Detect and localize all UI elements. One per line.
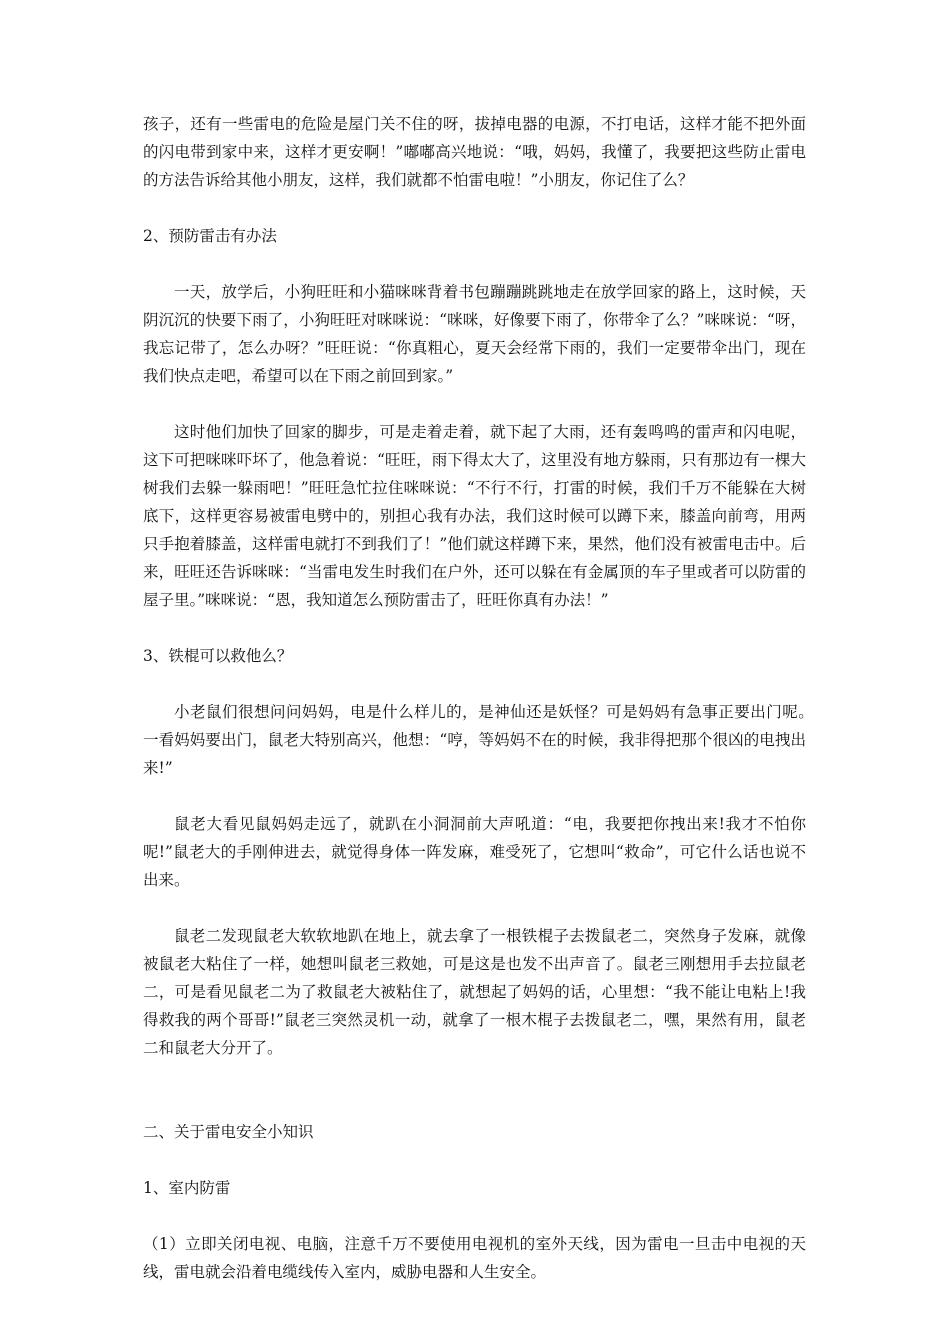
story-paragraph: 鼠老大看见鼠妈妈走远了，就趴在小洞洞前大声吼道：“电，我要把你拽出来!我才不怕你呢!”鼠老大的手刚伸进去，就觉得身体一阵发麻，难受死了，它想叫“救命”，可它什么话也说不出来。 <box>143 815 806 889</box>
list-item-paragraph: （1）立即关闭电视、电脑，注意千万不要使用电视机的室外天线，因为雷电一旦击中电视的天线，雷电就会沿着电缆线传入室内，威胁电器和人生安全。 <box>143 1235 806 1281</box>
story-paragraph: 鼠老二发现鼠老大软软地趴在地上，就去拿了一根铁棍子去拨鼠老二，突然身子发麻，就像被鼠老大粘住了一样，她想叫鼠老三救她，可是这是也发不出声音了。鼠老三刚想用手去拉鼠老二，可是看见鼠老二为了救鼠老大被粘住了，就想起了妈妈的话，心里想：“我不能让电粘上!我得救我的两个哥哥!”鼠老三突然灵机一动，就拿了一根木棍子去拨鼠老二，嘿，果然有用，鼠老二和鼠老大分开了。 <box>143 927 806 1057</box>
story-paragraph: 小老鼠们很想问问妈妈，电是什么样儿的，是神仙还是妖怪？可是妈妈有急事正要出门呢。 一看妈妈要出门，鼠老大特别高兴，他想：“哼，等妈妈不在的时候，我非得把那个很凶的电拽出来!” <box>143 703 822 777</box>
section-heading-2: 2、预防雷击有办法 <box>143 227 277 245</box>
paragraph-continuation: 孩子，还有一些雷电的危险是屋门关不住的呀，拔掉电器的电源，不打电话，这样才能不把外面的闪电带到家中来，这样才更安啊！”嘟嘟高兴地说：“哦，妈妈，我懂了，我要把这些防止雷电的方法告诉给其他小朋友，这样，我们就都不怕雷电啦！”小朋友，你记住了么？ <box>143 115 806 189</box>
section-heading-3: 3、铁棍可以救他么？ <box>143 647 293 665</box>
section-heading-indoor: 1、室内防雷 <box>143 1179 231 1197</box>
document-body <box>143 110 822 1314</box>
story-paragraph: 一天，放学后，小狗旺旺和小猫咪咪背着书包蹦蹦跳跳地走在放学回家的路上，这时候，天阴沉沉的快要下雨了，小狗旺旺对咪咪说：“咪咪，好像要下雨了，你带伞了么？”咪咪说：“呀，我忘记带了，怎么办呀？”旺旺说：“你真粗心，夏天会经常下雨的，我们一定要带伞出门，现在我们快点走吧，希望可以在下雨之前回到家。” <box>143 283 806 385</box>
chapter-heading-safety-knowledge: 二、关于雷电安全小知识 <box>143 1123 314 1141</box>
story-paragraph: 这时他们加快了回家的脚步，可是走着走着，就下起了大雨，还有轰鸣鸣的雷声和闪电呢，这下可把咪咪吓坏了，他急着说：“旺旺，雨下得太大了，这里没有地方躲雨，只有那边有一棵大树我们去躲一躲雨吧！”旺旺急忙拉住咪咪说：“不行不行，打雷的时候，我们千万不能躲在大树底下，这样更容易被雷电劈中的，别担心我有办法，我们这时候可以蹲下来，膝盖向前弯，用两只手抱着膝盖，这样雷电就打不到我们了！”他们就这样蹲下来，果然，他们没有被雷电击中。后来，旺旺还告诉咪咪：“当雷电发生时我们在户外，还可以躲在有金属顶的车子里或者可以防雷的屋子里。”咪咪说：“恩，我知道怎么预防雷击了，旺旺你真有办法！” <box>143 423 806 609</box>
